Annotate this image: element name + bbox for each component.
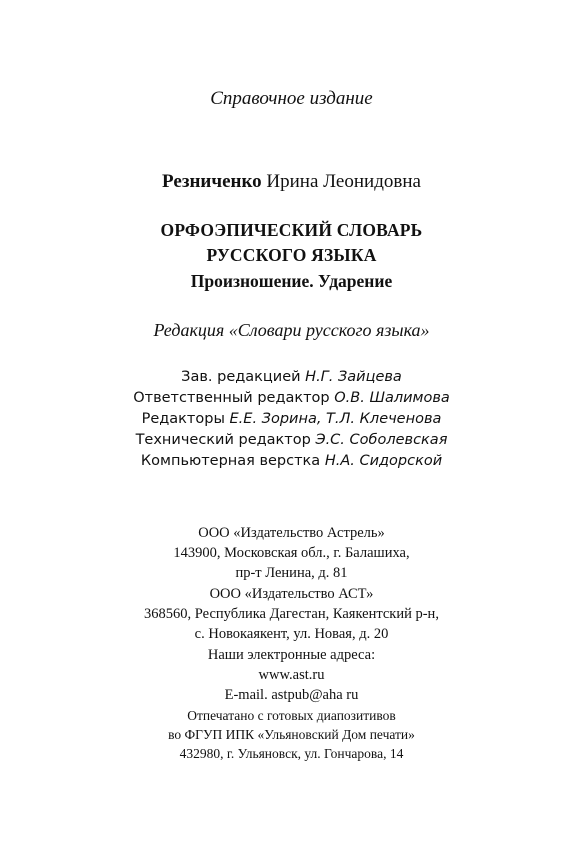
- credit-person: Н.А. Сидорской: [324, 453, 443, 469]
- credit-row: [0, 409, 583, 430]
- credit-person: Э.С. Соболевская: [315, 432, 448, 448]
- credit-person: Е.Е. Зорина, Т.Л. Клеченова: [229, 411, 442, 427]
- printer-line: во ФГУП ИПК «Ульяновский Дом печати»: [168, 727, 415, 742]
- credit-row: [0, 367, 583, 388]
- credit-role: Технический редактор: [135, 432, 311, 448]
- credit-role: Ответственный редактор: [133, 390, 330, 406]
- credit-row: [0, 430, 583, 451]
- publisher-name: ООО «Издательство Астрель»: [198, 525, 385, 541]
- credit-role: Компьютерная верстка: [140, 453, 321, 469]
- email-address: E-mail. astpub@aha ru: [224, 687, 359, 703]
- credit-role: Зав. редакцией: [181, 369, 301, 385]
- contacts-heading: Наши электронные адреса:: [207, 647, 376, 663]
- publisher-address-line: 368560, Республика Дагестан, Каякентский р-н,: [144, 606, 439, 622]
- website-address: www.ast.ru: [258, 667, 325, 683]
- edition-series: Редакция «Словари русского языка»: [153, 320, 430, 340]
- contacts-block: [0, 645, 583, 705]
- book-subtitle: Произношение. Ударение: [190, 271, 393, 291]
- publisher-astrel: [0, 523, 583, 583]
- credit-person: Н.Г. Зайцева: [305, 369, 402, 385]
- printer-line: Отпечатано с готовых диапозитивов: [187, 708, 396, 723]
- author-surname: Резниченко: [162, 171, 262, 192]
- book-title-line1: ОРФОЭПИЧЕСКИЙ СЛОВАРЬ: [160, 220, 423, 240]
- series-label: Справочное издание: [210, 88, 373, 109]
- book-title-line2: РУССКОГО ЯЗЫКА: [206, 245, 377, 265]
- publisher-address-line: пр-т Ленина, д. 81: [235, 565, 348, 581]
- author-name: [0, 171, 583, 193]
- credits-block: [0, 367, 583, 472]
- credit-person: О.В. Шалимова: [334, 390, 450, 406]
- printer-line: 432980, г. Ульяновск, ул. Гончарова, 14: [179, 746, 404, 761]
- publisher-name: ООО «Издательство АСТ»: [209, 586, 374, 602]
- author-given-names: Ирина Леонидовна: [266, 171, 421, 192]
- credit-row: [0, 451, 583, 472]
- credit-row: [0, 388, 583, 409]
- credit-role: Редакторы: [141, 411, 225, 427]
- publisher-ast: [0, 584, 583, 644]
- printer-block: [0, 706, 583, 763]
- publisher-address-line: с. Новокаякент, ул. Новая, д. 20: [194, 626, 389, 642]
- publisher-address-line: 143900, Московская обл., г. Балашиха,: [173, 545, 410, 561]
